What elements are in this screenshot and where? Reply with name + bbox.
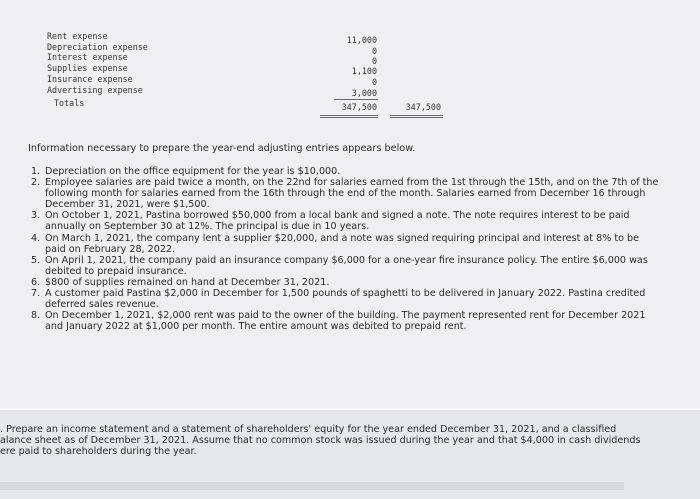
total-double-underline-debit — [320, 117, 378, 118]
list-item — [31, 310, 661, 332]
adjusting-entries-list — [31, 166, 661, 332]
item-number: 1. — [31, 166, 41, 177]
list-item — [31, 210, 661, 232]
prompt-line: . Prepare an income statement and a statement of shareholders' equity for the year ended December 31, 2021, and a classified — [0, 424, 617, 435]
tb-debit-value: 0 — [371, 77, 377, 87]
item-text: On December 1, 2021, $2,000 rent was paid to the owner of the building. The payment represented rent for December 2021 and January 2022 at $1,000 per month. The entire amount was debited to prepaid rent. — [45, 310, 646, 333]
horizontal-scrollbar[interactable] — [0, 482, 624, 490]
item-text: A customer paid Pastina $2,000 in December for 1,500 pounds of spaghetti to be delivered in January 2022. Pastina credited deferred sales revenue. — [45, 288, 646, 311]
list-item — [31, 233, 661, 255]
prompt-line: alance sheet as of December 31, 2021. Assume that no common stock was issued during the year and that $4,000 in cash dividends — [0, 435, 641, 447]
item-text: On April 1, 2021, the company paid an insurance company $6,000 for a one-year fire insurance policy. The entire $6,000 was debited to prepaid insurance. — [45, 254, 648, 277]
item-number: 3. — [31, 210, 41, 222]
info-heading: Information necessary to prepare the year-end adjusting entries appears below. — [28, 143, 416, 154]
tb-total-debit: 347,500 — [341, 102, 377, 112]
list-item — [31, 288, 661, 310]
total-double-underline-credit — [390, 115, 443, 116]
tb-debit-value: 11,000 — [346, 35, 377, 45]
tb-debit-value: 0 — [371, 46, 377, 56]
section-divider — [0, 408, 700, 410]
item-number: 7. — [31, 288, 41, 300]
item-text: On October 1, 2021, Pastina borrowed $50,000 from a local bank and signed a note. The note requires interest to be paid annually on September 30 at 12%. The principal is due in 10 years. — [45, 210, 630, 233]
list-item — [31, 277, 661, 288]
total-double-underline-debit — [320, 115, 378, 116]
list-item — [31, 255, 661, 277]
tb-debit-value: 3,000 — [351, 88, 377, 98]
item-text: Employee salaries are paid twice a month, on the 22nd for salaries earned from the 1st through the 15th, and on the 7th of the following month for salaries earned from the 16th through the end of the month. Salaries earned from December 16 through December 31, 2021, were $1,500. — [45, 177, 659, 211]
item-number: 2. — [31, 177, 41, 189]
list-item — [31, 177, 661, 210]
tb-total-credit: 347,500 — [405, 102, 441, 112]
tb-account-label: Supplies expense — [47, 63, 128, 73]
tb-debit-value: 0 — [371, 56, 377, 66]
tb-debit-value: 1,100 — [351, 66, 377, 76]
prompt-line: ere paid to shareholders during the year. — [0, 446, 197, 458]
item-number: 4. — [31, 232, 41, 244]
item-text: On March 1, 2021, the company lent a supplier $20,000, and a note was signed requiring principal and interest at 8% to be paid on February 28, 2022. — [45, 232, 640, 255]
item-text: $800 of supplies remained on hand at December 31, 2021. — [45, 276, 330, 288]
tb-account-label: Interest expense — [47, 52, 128, 62]
total-double-underline-credit — [390, 117, 443, 118]
item-number: 6. — [31, 276, 41, 288]
list-item — [31, 166, 661, 177]
tb-totals-label: Totals — [54, 98, 85, 108]
item-number: 8. — [31, 310, 41, 322]
tb-account-label: Rent expense — [47, 31, 108, 41]
tb-account-label: Advertising expense — [47, 85, 143, 95]
item-text: Depreciation on the office equipment for the year is $10,000. — [45, 166, 341, 177]
tb-account-label: Depreciation expense — [47, 42, 148, 52]
subtotal-underline — [334, 99, 378, 100]
requirement-prompt — [0, 424, 700, 458]
item-number: 5. — [31, 254, 41, 266]
tb-account-label: Insurance expense — [47, 74, 133, 84]
